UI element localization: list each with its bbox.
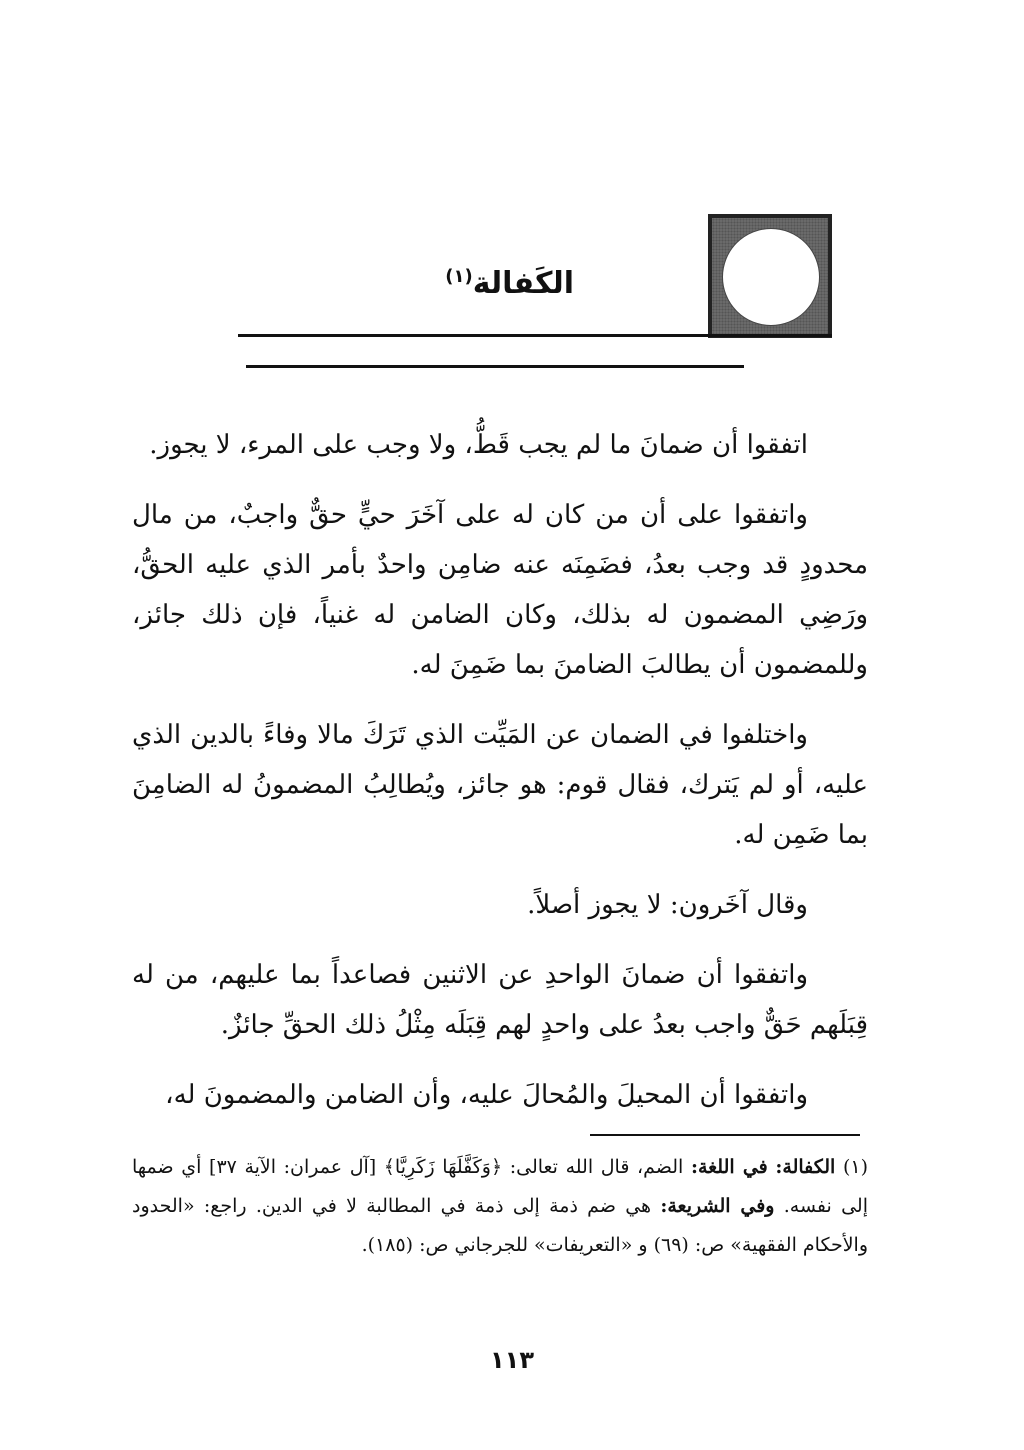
- paragraph: واتفقوا أن ضمانَ الواحدِ عن الاثنين فصاعداً بما عليهم، من له قِبَلَهم حَقٌّ واجب بعدُ على واحدٍ لهم قِبَلَه مِثْلُ ذلك الحقِّ جائزٌ.: [132, 960, 868, 1040]
- footnote-term: الكفالة:: [775, 1156, 836, 1178]
- footnote-sharia-label: وفي الشريعة:: [660, 1195, 775, 1217]
- paragraph: واتفقوا على أن من كان له على آخَرَ حيٍّ حقٌّ واجبٌ، من مال محدودٍ قد وجب بعدُ، فضَمِنَه عنه ضامِن واحدٌ بأمر الذي عليه الحقُّ، ورَضِي المضمون له بذلك، وكان الضامن له غنياً، فإن ذلك جائز، وللمضمون أن يطالبَ الضامنَ بما ضَمِنَ له.: [132, 500, 868, 680]
- page-number: ١١٣: [490, 1346, 534, 1374]
- paragraph: واختلفوا في الضمان عن المَيِّت الذي تَرَكَ مالا وفاءً بالدين الذي عليه، أو لم يَترك، فقال قوم: هو جائز، ويُطالِبُ المضمونُ له الضامِنَ بما ضَمِن له.: [132, 720, 868, 850]
- emblem-circle: [722, 228, 820, 326]
- title-rule-bottom: [246, 365, 744, 368]
- footnote: [132, 1148, 868, 1265]
- footnote-separator: [590, 1134, 860, 1136]
- chapter-footnote-ref: (١): [445, 266, 473, 287]
- paragraph: اتفقوا أن ضمانَ ما لم يجب قَطُّ، ولا وجب على المرء، لا يجوز.: [149, 430, 808, 460]
- chapter-title: [445, 266, 574, 301]
- chapter-emblem: [708, 214, 832, 338]
- body-text: [132, 420, 868, 1140]
- title-rule-top: [238, 334, 832, 337]
- paragraph: وقال آخَرون: لا يجوز أصلاً.: [527, 890, 808, 920]
- chapter-title-text: الكَفالة: [472, 266, 574, 301]
- paragraph: واتفقوا أن المحيلَ والمُحالَ عليه، وأن الضامن والمضمونَ له،: [165, 1080, 808, 1110]
- footnote-lang-text: الضم، قال الله تعالى: ﴿وَكَفَّلَهَا زَكَرِيَّا﴾ [آل عمران: الآية ٣٧] أي ضمها إلى نفسه.: [132, 1156, 868, 1217]
- footnote-lang-label: في اللغة:: [690, 1156, 768, 1178]
- footnote-number: (١): [842, 1156, 868, 1178]
- footnote-sharia-text: هي ضم ذمة إلى ذمة في المطالبة لا في الدين. راجع: «الحدود والأحكام الفقهية» ص: (٦٩) و «التعريفات» للجرجاني ص: (١٨٥).: [132, 1195, 868, 1256]
